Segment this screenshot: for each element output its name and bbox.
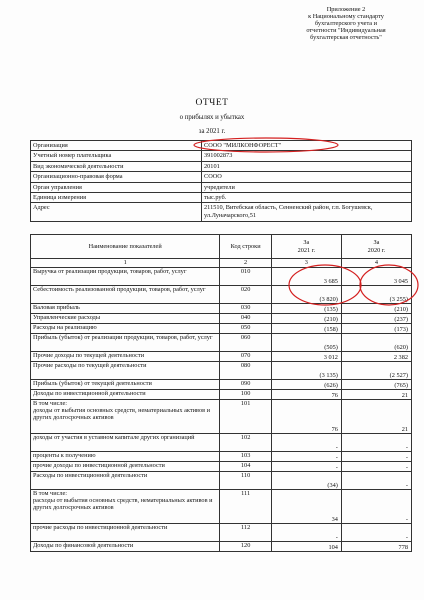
- row-value-2020: 2 382: [341, 352, 411, 362]
- info-label: Адрес: [31, 203, 202, 222]
- column-index: 3: [271, 259, 341, 268]
- table-row: [31, 434, 412, 452]
- row-code: 110: [220, 472, 271, 490]
- table-index-row: [31, 259, 412, 268]
- info-value: учредители: [202, 182, 412, 192]
- row-value-2021: 76: [271, 390, 341, 400]
- row-value-2021: -: [271, 434, 341, 452]
- row-code: 010: [220, 268, 271, 286]
- report-title: ОТЧЕТ: [195, 98, 229, 108]
- table-row: [31, 542, 412, 552]
- row-value-2021: (210): [271, 314, 341, 324]
- row-code: 040: [220, 314, 271, 324]
- table-row: [31, 324, 412, 334]
- row-value-2020: (765): [341, 380, 411, 390]
- row-value-2020: (210): [341, 304, 411, 314]
- info-row: [31, 141, 412, 151]
- row-name: Себестоимость реализованной продукции, товаров, работ, услуг: [31, 286, 220, 304]
- row-value-2020: -: [341, 434, 411, 452]
- row-code: 080: [220, 362, 271, 380]
- column-index: 1: [31, 259, 220, 268]
- row-name: Доходы по финансовой деятельности: [31, 542, 220, 552]
- row-name: В том числе: расходы от выбытия основных средств, нематериальных активов и других долгосрочных активов: [31, 490, 220, 524]
- table-row: [31, 268, 412, 286]
- row-value-2020: (3 255): [341, 286, 411, 304]
- table-row: [31, 380, 412, 390]
- row-code: 070: [220, 352, 271, 362]
- row-value-2020: -: [341, 472, 411, 490]
- row-name: прочие расходы по инвестиционной деятельности: [31, 524, 220, 542]
- info-value: 391002873: [202, 151, 412, 161]
- row-value-2020: 21: [341, 390, 411, 400]
- header-year-current: За 2021 г.: [271, 235, 341, 259]
- row-name: Управленческие расходы: [31, 314, 220, 324]
- row-value-2021: -: [271, 452, 341, 462]
- row-value-2021: 76: [271, 400, 341, 434]
- row-code: 090: [220, 380, 271, 390]
- info-row: [31, 182, 412, 192]
- row-value-2020: (620): [341, 334, 411, 352]
- table-header-row: [31, 235, 412, 259]
- info-label: Единица измерения: [31, 193, 202, 203]
- appendix-line: к Национальному стандарту: [308, 13, 384, 21]
- info-value: 20101: [202, 161, 412, 171]
- row-code: 104: [220, 462, 271, 472]
- row-name: Прочие расходы по текущей деятельности: [31, 362, 220, 380]
- row-code: 020: [220, 286, 271, 304]
- info-label: Орган управления: [31, 182, 202, 192]
- row-value-2021: 3 685: [271, 268, 341, 286]
- row-code: 112: [220, 524, 271, 542]
- info-row: [31, 203, 412, 222]
- row-code: 103: [220, 452, 271, 462]
- row-value-2020: 21: [341, 400, 411, 434]
- info-label: Вид экономической деятельности: [31, 161, 202, 171]
- row-code: 100: [220, 390, 271, 400]
- row-value-2020: -: [341, 524, 411, 542]
- table-row: [31, 490, 412, 524]
- table-row: [31, 400, 412, 434]
- table-row: [31, 286, 412, 304]
- appendix-line: бухгалтерская отчетность": [310, 34, 382, 42]
- table-row: [31, 472, 412, 490]
- row-value-2020: 3 045: [341, 268, 411, 286]
- info-row: [31, 151, 412, 161]
- row-value-2021: (34): [271, 472, 341, 490]
- appendix-note: [272, 6, 420, 41]
- table-row: [31, 314, 412, 324]
- row-value-2021: 34: [271, 490, 341, 524]
- row-name: Доходы по инвестиционной деятельности: [31, 390, 220, 400]
- row-name: Валовая прибыль: [31, 304, 220, 314]
- info-label: Учетный номер плательщика: [31, 151, 202, 161]
- row-code: 050: [220, 324, 271, 334]
- table-row: [31, 390, 412, 400]
- row-value-2021: -: [271, 462, 341, 472]
- table-row: [31, 462, 412, 472]
- info-label: Организационно-правовая форма: [31, 172, 202, 182]
- row-value-2021: (3 135): [271, 362, 341, 380]
- row-value-2021: (3 820): [271, 286, 341, 304]
- row-value-2021: -: [271, 524, 341, 542]
- row-value-2021: (135): [271, 304, 341, 314]
- table-row: [31, 334, 412, 352]
- column-index: 4: [341, 259, 411, 268]
- row-value-2021: (505): [271, 334, 341, 352]
- row-code: 030: [220, 304, 271, 314]
- row-value-2020: (237): [341, 314, 411, 324]
- row-value-2020: 778: [341, 542, 411, 552]
- row-name: Выручка от реализации продукции, товаров, работ, услуг: [31, 268, 220, 286]
- row-code: 101: [220, 400, 271, 434]
- row-value-2021: (158): [271, 324, 341, 334]
- table-row: [31, 362, 412, 380]
- organization-info-table: [30, 140, 412, 222]
- row-name: Расходы по инвестиционной деятельности: [31, 472, 220, 490]
- row-value-2021: 3 012: [271, 352, 341, 362]
- row-code: 120: [220, 542, 271, 552]
- row-value-2021: (626): [271, 380, 341, 390]
- row-code: 111: [220, 490, 271, 524]
- row-code: 102: [220, 434, 271, 452]
- row-name: Расходы на реализацию: [31, 324, 220, 334]
- row-value-2020: (2 527): [341, 362, 411, 380]
- table-row: [31, 352, 412, 362]
- info-row: [31, 193, 412, 203]
- report-subtitle: о прибылях и убытках: [179, 114, 245, 121]
- row-name: доходы от участия в уставном капитале других организаций: [31, 434, 220, 452]
- table-row: [31, 524, 412, 542]
- info-value: СООО "МИЛКОНФОРЕСТ": [202, 141, 412, 151]
- row-value-2020: -: [341, 490, 411, 524]
- row-name: Прочие доходы по текущей деятельности: [31, 352, 220, 362]
- row-value-2021: 104: [271, 542, 341, 552]
- info-value: 211510, Витебская область, Сенненский район, г.п. Богушевск, ул.Луначарского,51: [202, 203, 412, 222]
- appendix-line: Приложение 2: [326, 6, 366, 13]
- info-row: [31, 161, 412, 171]
- header-code: Код строки: [220, 235, 271, 259]
- info-label: Организация: [31, 141, 202, 151]
- header-name: Наименование показателей: [31, 235, 220, 259]
- info-row: [31, 172, 412, 182]
- row-code: 060: [220, 334, 271, 352]
- table-row: [31, 452, 412, 462]
- row-name: Прибыль (убыток) от реализации продукции, товаров, работ, услуг: [31, 334, 220, 352]
- profit-loss-table: [30, 234, 412, 552]
- row-value-2020: -: [341, 452, 411, 462]
- row-name: В том числе: доходы от выбытия основных средств, нематериальных активов и других долгосрочных активов: [31, 400, 220, 434]
- report-period: за 2021 г.: [198, 128, 226, 135]
- header-year-prior: За 2020 г.: [341, 235, 411, 259]
- appendix-line: отчетности "Индивидуальная: [306, 27, 386, 35]
- table-row: [31, 304, 412, 314]
- row-name: проценты к получению: [31, 452, 220, 462]
- info-value: тыс.руб.: [202, 193, 412, 203]
- row-value-2020: (173): [341, 324, 411, 334]
- row-value-2020: -: [341, 462, 411, 472]
- appendix-line: бухгалтерского учета и: [314, 20, 378, 28]
- row-name: прочие доходы по инвестиционной деятельности: [31, 462, 220, 472]
- info-value: СООО: [202, 172, 412, 182]
- row-name: Прибыль (убыток) от текущей деятельности: [31, 380, 220, 390]
- column-index: 2: [220, 259, 271, 268]
